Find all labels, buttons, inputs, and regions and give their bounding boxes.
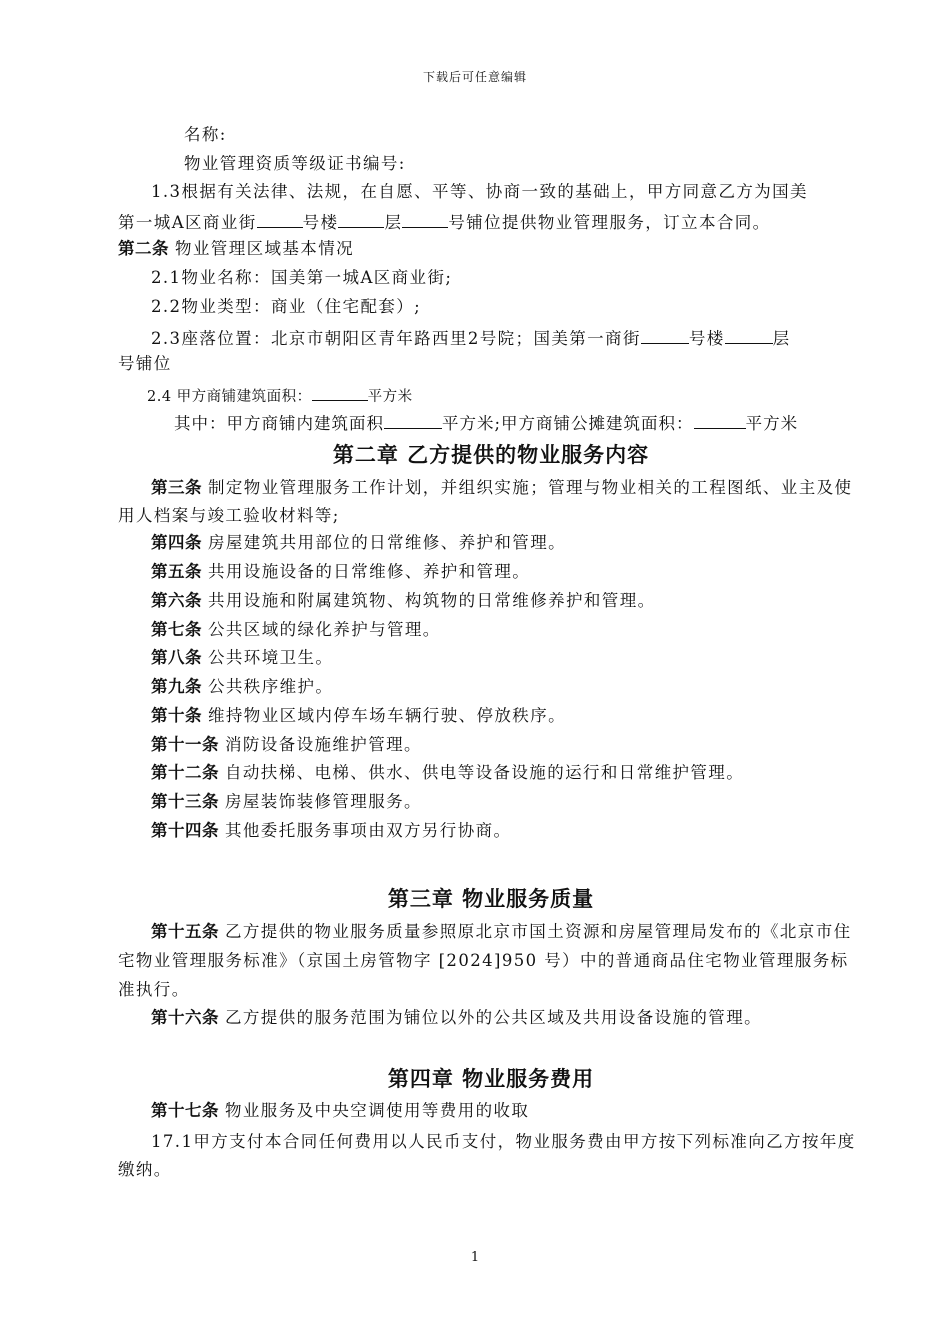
clause-17-1: 17.1甲方支付本合同任何费用以人民币支付，物业服务费由甲方按下列标准向乙方按年度缴纳。 bbox=[118, 1132, 856, 1179]
blank-floor bbox=[725, 325, 773, 344]
article-2-heading: 第二条 物业管理区域基本情况 bbox=[118, 239, 354, 258]
article-7: 第七条 公共区域的绿化养护与管理。 bbox=[151, 620, 441, 639]
article-9: 第九条 公共秩序维护。 bbox=[151, 677, 334, 696]
chapter-4-title: 第四章 物业服务费用 bbox=[387, 1067, 595, 1091]
page-header: 下载后可任意编辑 bbox=[422, 70, 527, 84]
clause-2-3: 2.3座落位置：北京市朝阳区青年路西里2号院；国美第一商街 号楼 层 bbox=[118, 325, 897, 350]
article-3: 第三条 制定物业管理服务工作计划，并组织实施；管理与物业相关的工程图纸、业主及使用人档案与竣工验收材料等; bbox=[118, 478, 853, 525]
article-15: 第十五条 乙方提供的物业服务质量参照原北京市国土资源和房屋管理局发布的《北京市住宅物业管理服务标准》（京国土房管物字 [2024]950 号）中的普通商品住宅物业管理服务标准执行。 bbox=[118, 922, 852, 999]
clause-2-1: 2.1物业名称：国美第一城A区商业街; bbox=[151, 268, 453, 287]
article-16: 第十六条 乙方提供的服务范围为铺位以外的公共区域及共用设备设施的管理。 bbox=[151, 1008, 762, 1027]
blank-building bbox=[257, 209, 303, 228]
article-5: 第五条 共用设施设备的日常维修、养护和管理。 bbox=[151, 562, 531, 581]
clause-1-3-line-1: 1.3根据有关法律、法规，在自愿、平等、协商一致的基础上，甲方同意乙方为国美 bbox=[151, 182, 808, 201]
article-6: 第六条 共用设施和附属建筑物、构筑物的日常维修养护和管理。 bbox=[151, 591, 656, 610]
clause-2-4-detail: 其中：甲方商铺内建筑面积 平方米;甲方商铺公摊建筑面积： 平方米 bbox=[118, 410, 920, 435]
blank-shop bbox=[402, 209, 448, 228]
clause-2-4: 2.4 甲方商铺建筑面积： 平方米 bbox=[118, 382, 893, 408]
blank-floor bbox=[338, 209, 384, 228]
clause-1-3-line-2: 第一城A区商业街 号楼 层 号铺位提供物业管理服务，订立本合同。 bbox=[118, 209, 864, 234]
article-10: 第十条 维持物业区域内停车场车辆行驶、停放秩序。 bbox=[151, 706, 566, 725]
clause-2-3-cont: 号铺位 bbox=[118, 354, 172, 373]
blank-building bbox=[641, 325, 689, 344]
blank-inner-area bbox=[384, 410, 442, 429]
article-4: 第四条 房屋建筑共用部位的日常维修、养护和管理。 bbox=[151, 533, 566, 552]
cert-number-line: 物业管理资质等级证书编号: bbox=[184, 154, 406, 173]
clause-2-2: 2.2物业类型：商业（住宅配套）; bbox=[151, 297, 422, 316]
article-13: 第十三条 房屋装饰装修管理服务。 bbox=[151, 792, 422, 811]
article-12: 第十二条 自动扶梯、电梯、供水、供电等设备设施的运行和日常维护管理。 bbox=[151, 763, 745, 782]
article-8: 第八条 公共环境卫生。 bbox=[151, 648, 334, 667]
article-11: 第十一条 消防设备设施维护管理。 bbox=[151, 735, 422, 754]
name-line: 名称: bbox=[184, 125, 227, 144]
article-17: 第十七条 物业服务及中央空调使用等费用的收取 bbox=[151, 1101, 530, 1120]
page-number: 1 bbox=[470, 1250, 480, 1265]
blank-area bbox=[312, 382, 368, 401]
chapter-3-title: 第三章 物业服务质量 bbox=[387, 887, 595, 911]
blank-shared-area bbox=[694, 410, 746, 429]
chapter-2-title: 第二章 乙方提供的物业服务内容 bbox=[332, 443, 650, 467]
article-14: 第十四条 其他委托服务事项由双方另行协商。 bbox=[151, 821, 512, 840]
